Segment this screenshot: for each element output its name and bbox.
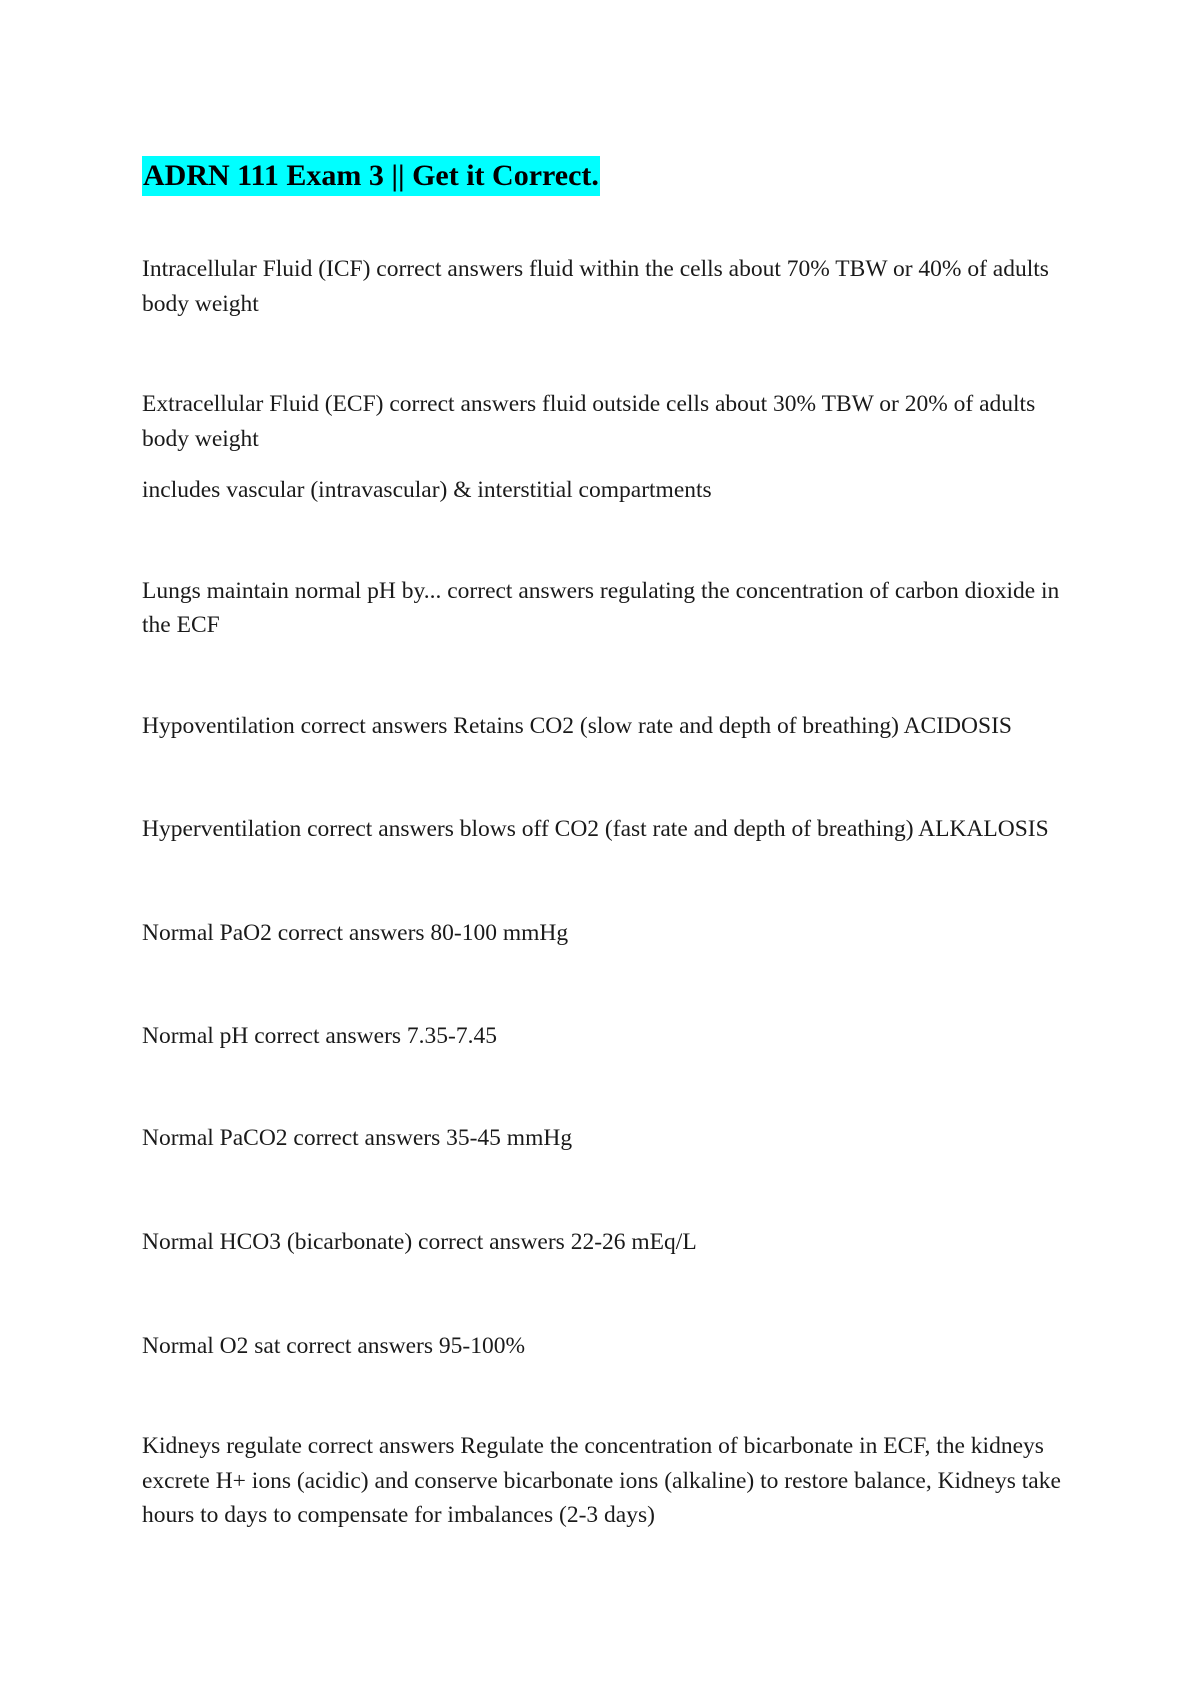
entry-text: Hypoventilation correct answers Retains CO2 (slow rate and depth of breathing) ACIDOSIS bbox=[142, 712, 1012, 739]
qa-entry-ecf bbox=[142, 387, 1072, 508]
qa-entry-paco2 bbox=[142, 1121, 1072, 1156]
qa-entry-hypoventilation bbox=[142, 709, 1072, 744]
qa-entry-icf bbox=[142, 252, 1072, 321]
entry-text: Normal PaO2 correct answers 80-100 mmHg bbox=[142, 919, 569, 946]
qa-entry-hyperventilation bbox=[142, 812, 1072, 847]
entry-text: Intracellular Fluid (ICF) correct answers fluid within the cells about 70% TBW or 40% of adults body weight bbox=[142, 256, 1049, 317]
entry-text: Normal O2 sat correct answers 95-100% bbox=[142, 1332, 526, 1359]
qa-entry-pao2 bbox=[142, 916, 1072, 951]
entry-text: Kidneys regulate correct answers Regulate the concentration of bicarbonate in ECF, the kidneys excrete H+ ions (acidic) and conserve bicarbonate ions (alkaline) to restore balance, Kidneys take hours to days to compensate for imbalances (2-3 days) bbox=[142, 1433, 1061, 1528]
title-wrapper bbox=[142, 156, 1072, 196]
document-body bbox=[142, 156, 1072, 1533]
qa-entry-kidneys bbox=[142, 1429, 1072, 1533]
qa-entry-o2-sat bbox=[142, 1329, 1072, 1364]
entry-text: Hyperventilation correct answers blows off CO2 (fast rate and depth of breathing) ALKALOSIS bbox=[142, 816, 1049, 842]
entry-text: Extracellular Fluid (ECF) correct answers fluid outside cells about 30% TBW or 20% of adults body weight bbox=[142, 391, 1036, 452]
qa-entry-lungs bbox=[142, 574, 1072, 643]
qa-entry-ph bbox=[142, 1019, 1072, 1054]
qa-entry-hco3 bbox=[142, 1225, 1072, 1260]
entry-text: Normal HCO3 (bicarbonate) correct answers 22-26 mEq/L bbox=[142, 1229, 697, 1255]
entry-text: Lungs maintain normal pH by... correct answers regulating the concentration of carbon dioxide in the ECF bbox=[142, 577, 1060, 638]
entry-text: Normal pH correct answers 7.35-7.45 bbox=[142, 1023, 498, 1049]
document-title: ADRN 111 Exam 3 || Get it Correct. bbox=[142, 156, 600, 196]
entry-subtext: includes vascular (intravascular) & interstitial compartments bbox=[142, 477, 712, 503]
entry-text: Normal PaCO2 correct answers 35-45 mmHg bbox=[142, 1124, 573, 1151]
